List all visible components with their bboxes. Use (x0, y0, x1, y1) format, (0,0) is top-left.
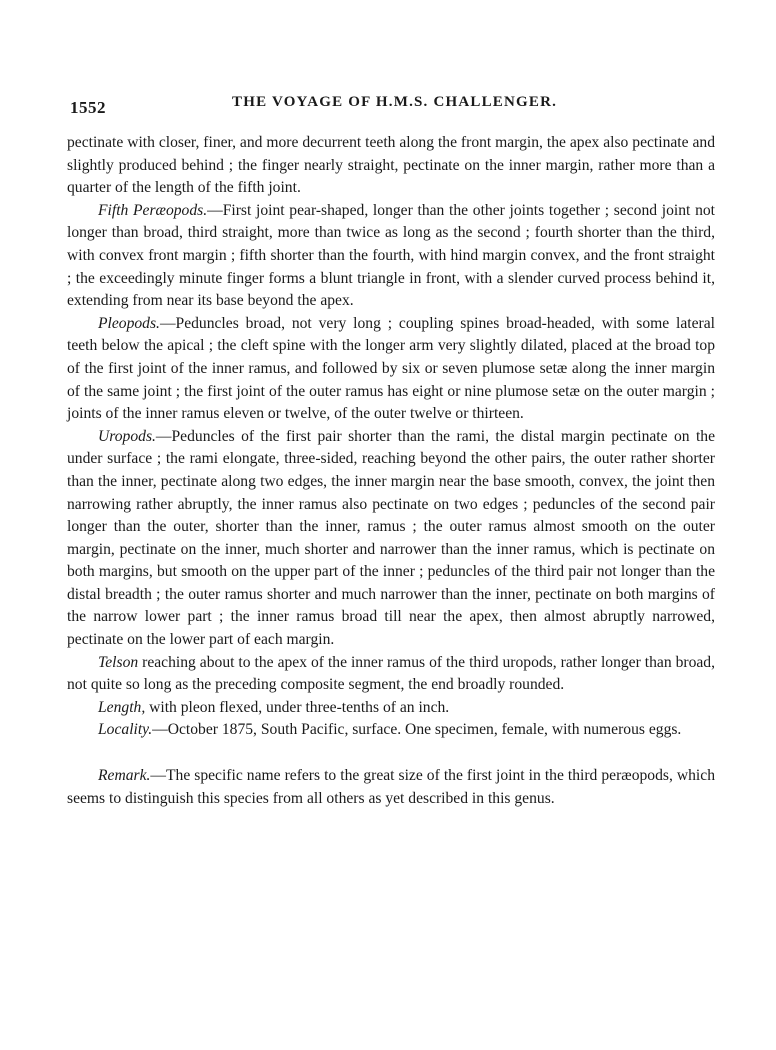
paragraph-text: —Peduncles broad, not very long ; coupling spines broad-headed, with some lateral teeth below the apical ; the cleft spine with the longer arm very slightly dilated, placed at the broad top of the first joint of the inner ramus, and followed by six or seven plumose setæ along the inner margin of the same joint ; the first joint of the outer ramus has eight or nine plumose setæ on the outer margin ; joints of the inner ramus eleven or twelve, of the outer twelve or thirteen. (67, 314, 715, 423)
paragraph-locality (67, 719, 715, 742)
paragraph-text: pectinate with closer, finer, and more decurrent teeth along the front margin, the apex also pectinate and slightly produced behind ; the finger nearly straight, pectinate on the inner margin, rather more than a quarter of the length of the fifth joint. (67, 134, 715, 197)
paragraph-length (67, 697, 715, 720)
page-number: 1552 (70, 98, 106, 117)
paragraph-spacer (67, 742, 715, 765)
paragraph-fifth-peraeopods (67, 200, 715, 313)
paragraph-text: —First joint pear-shaped, longer than the other joints together ; second joint not longer than broad, third straight, more than twice as long as the second ; fourth shorter than the third, with convex front margin ; fifth shorter than the fourth, with hind margin convex, and the front straight ; the exceedingly minute finger forms a blunt triangle in front, with a slender curved process behind it, extending from near its base beyond the apex. (67, 201, 715, 310)
paragraph-lead: Remark. (98, 767, 151, 785)
paragraph-telson (67, 652, 715, 697)
paragraph-continuation (67, 132, 715, 200)
paragraph-text: with pleon flexed, under three-tenths of an inch. (145, 698, 450, 716)
paragraph-text: —October 1875, South Pacific, surface. One specimen, female, with numerous eggs. (152, 721, 682, 739)
body-text (67, 132, 715, 810)
paragraph-text: reaching about to the apex of the inner ramus of the third uropods, rather longer than broad, not quite so long as the preceding composite segment, the end broadly rounded. (67, 653, 715, 694)
paragraph-lead: Uropods. (98, 427, 156, 445)
paragraph-lead: Pleopods. (98, 314, 160, 332)
running-title: THE VOYAGE OF H.M.S. CHALLENGER. (232, 94, 558, 110)
paragraph-remark (67, 765, 715, 810)
paragraph-text: —Peduncles of the first pair shorter than the rami, the distal margin pectinate on the under surface ; the rami elongate, three-sided, reaching beyond the other pairs, the outer rather shorter than the inner, pectinate along two edges, the inner margin near the base smooth, convex, the joint then narrowing rather abruptly, the inner ramus also pectinate on two edges ; peduncles of the second pair longer than the outer, shorter than the inner, ramus ; the outer ramus almost smooth on the outer margin, pectinate on the inner, much shorter and narrower than the inner ramus, which is pectinate on both margins, but smooth on the upper part of the inner ; peduncles of the third pair not longer than the distal breadth ; the outer ramus shorter and much narrower than the inner, pectinate on both margins of the narrow lower part ; the inner ramus broad till near the apex, then almost abruptly narrowed, pectinate on the lower part of each margin. (67, 427, 715, 649)
paragraph-lead: Telson (98, 653, 139, 671)
paragraph-uropods (67, 426, 715, 652)
paragraph-lead: Length, (98, 698, 146, 716)
paragraph-pleopods (67, 313, 715, 426)
paragraph-lead: Locality. (98, 721, 153, 739)
paragraph-lead: Fifth Peræopods. (98, 201, 208, 219)
paragraph-text: —The specific name refers to the great size of the first joint in the third peræopods, which seems to distinguish this species from all others as yet described in this genus. (67, 767, 715, 807)
page-header (70, 94, 720, 118)
